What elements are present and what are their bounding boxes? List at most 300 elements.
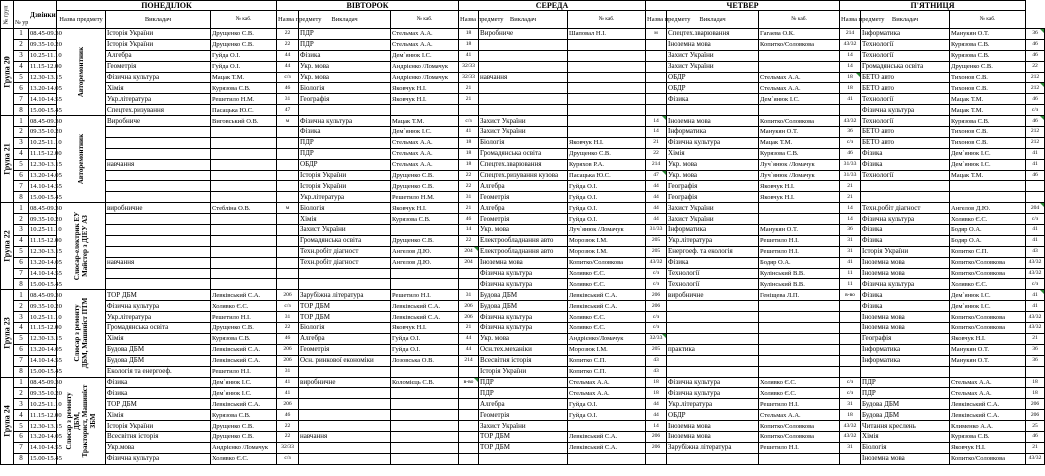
- day-header: ЧЕТВЕР: [646, 1, 840, 11]
- lesson-number: 3: [14, 312, 29, 323]
- lesson-room: 44: [646, 181, 667, 192]
- lesson-room: 21: [840, 181, 861, 192]
- lesson-room: 43/32: [1026, 268, 1045, 279]
- lesson-room: [277, 181, 299, 192]
- lesson-room: 206: [1026, 399, 1045, 410]
- lesson-teacher: Дем`янюк І.С.: [391, 127, 459, 138]
- lesson-subject: [299, 421, 391, 432]
- lesson-time: 15.00-15.45: [30, 455, 62, 463]
- lesson-room: [840, 453, 861, 464]
- lesson-room: 31: [840, 399, 861, 410]
- lesson-subject: ОБДР: [667, 72, 759, 83]
- lesson-subject: Екологія та енергоеф.: [106, 366, 211, 377]
- lesson-room: 41: [459, 50, 479, 61]
- table-row: [1, 72, 1045, 83]
- lesson-room: [459, 105, 479, 116]
- table-row: [1, 442, 1045, 453]
- lesson-subject: Іноземна мова: [861, 312, 950, 323]
- lesson-room: [840, 366, 861, 377]
- lesson-teacher: Гуйда О.І.: [211, 50, 277, 61]
- lesson-room: 44: [646, 214, 667, 225]
- lesson-teacher: Друщенко С.В.: [211, 421, 277, 432]
- lesson-number: 2: [14, 388, 29, 399]
- table-row: [1, 301, 1045, 312]
- lesson-teacher: [759, 333, 840, 344]
- lesson-room: 43: [1026, 246, 1045, 257]
- table-row: [1, 355, 1045, 366]
- lesson-subject: виробничне: [106, 203, 211, 214]
- comment-marker-icon: [474, 378, 478, 382]
- lesson-teacher: [759, 203, 840, 214]
- lesson-teacher: [568, 116, 646, 127]
- lesson-subject: Будова ДБМ: [861, 410, 950, 421]
- lesson-subject: Фізична культура: [861, 214, 950, 225]
- comment-marker-icon: [474, 247, 478, 251]
- lesson-subject: Техн.робіт діагност: [299, 257, 391, 268]
- lesson-room: 31: [840, 235, 861, 246]
- lesson-teacher: Ангелов Д.Ю.: [391, 257, 459, 268]
- lesson-room: 206: [646, 301, 667, 312]
- lesson-teacher: Манукян О.Т.: [759, 127, 840, 138]
- lesson-room: 43/32: [840, 421, 861, 432]
- lesson-number: 6: [14, 170, 29, 181]
- lesson-room: 44: [646, 203, 667, 214]
- lesson-room: 14: [646, 421, 667, 432]
- lesson-room: [840, 355, 861, 366]
- lesson-room: [459, 399, 479, 410]
- lesson-subject: Технології: [861, 50, 950, 61]
- lesson-subject: Історія України: [299, 181, 391, 192]
- lesson-teacher: [391, 442, 459, 453]
- lesson-subject: [861, 366, 950, 377]
- lesson-room: 205: [646, 344, 667, 355]
- col-header-room: № каб.: [568, 11, 646, 29]
- lesson-subject: ТОР ДБМ: [106, 399, 211, 410]
- table-row: [1, 203, 1045, 214]
- lesson-teacher: [211, 279, 277, 290]
- lesson-room: 46: [1026, 50, 1045, 61]
- lesson-teacher: Левківський С.А.: [211, 290, 277, 301]
- lesson-room: 46: [1026, 94, 1045, 105]
- lesson-subject: Геометрія: [299, 344, 391, 355]
- lesson-subject: Всесвітня історія: [479, 355, 568, 366]
- lesson-subject: [667, 366, 759, 377]
- lesson-room: 18: [459, 39, 479, 50]
- lesson-subject: Громадянська освіта: [479, 148, 568, 159]
- lesson-room: [646, 61, 667, 72]
- lesson-number: 4: [14, 323, 29, 334]
- lesson-subject: [106, 225, 211, 236]
- lesson-teacher: Друщенко С.В.: [950, 61, 1026, 72]
- lesson-room: 31: [277, 366, 299, 377]
- lesson-teacher: Дем`янюк І.С.: [211, 377, 277, 388]
- lesson-subject: Фізична культура: [479, 323, 568, 334]
- lesson-room: 206: [646, 290, 667, 301]
- lesson-subject: Інформатика: [861, 355, 950, 366]
- lesson-teacher: Стельмах А.А.: [391, 159, 459, 170]
- lesson-room: [277, 170, 299, 181]
- lesson-teacher: Кулінський В.В.: [759, 268, 840, 279]
- lesson-teacher: Левківський С.А.: [211, 399, 277, 410]
- group-label: Група 20: [1, 29, 14, 116]
- col-header-teacher: Викладач: [106, 11, 211, 29]
- lesson-teacher: Дем`янюк І.С.: [950, 159, 1026, 170]
- lesson-subject: навчання: [106, 159, 211, 170]
- lesson-subject: [667, 105, 759, 116]
- lesson-time: 08.45-09.30: [30, 204, 62, 212]
- table-row: [1, 279, 1045, 290]
- lesson-room: 46: [1026, 431, 1045, 442]
- lesson-teacher: Холявко Є.С.: [211, 301, 277, 312]
- lesson-room: [840, 105, 861, 116]
- lesson-teacher: Мацак Т.М.: [759, 137, 840, 148]
- col-header-subject: Назва предмету: [646, 11, 667, 29]
- lesson-teacher: Решетило Н.І.: [391, 290, 459, 301]
- table-row: [1, 170, 1045, 181]
- lesson-time: 12.30-13.15: [30, 74, 62, 81]
- lesson-room: 43/32: [1026, 257, 1045, 268]
- lesson-time: 10.25-11.10: [30, 226, 62, 234]
- specialty-line: Авторемонтник: [77, 134, 85, 185]
- lesson-teacher: Друщенко С.В.: [391, 235, 459, 246]
- lesson-number: 5: [14, 333, 29, 344]
- lesson-room: 212: [1026, 83, 1045, 94]
- lesson-subject: Захист України: [667, 50, 759, 61]
- lesson-number: 3: [14, 399, 29, 410]
- lesson-teacher: Куряхов Р.А.: [568, 159, 646, 170]
- lesson-time: 15.00-15.45: [30, 193, 62, 201]
- col-header-teacher: Викладач: [479, 11, 568, 29]
- lesson-subject: ПДР: [479, 377, 568, 388]
- lesson-subject: Фізика: [667, 257, 759, 268]
- lesson-teacher: Андрієнко /Ломачук: [391, 61, 459, 72]
- lesson-teacher: Морозюк І.М.: [568, 246, 646, 257]
- lesson-room: 22: [459, 181, 479, 192]
- lesson-room: 214: [646, 159, 667, 170]
- lesson-number: 8: [14, 105, 29, 116]
- lesson-subject: [861, 192, 950, 203]
- table-row: [1, 83, 1045, 94]
- lesson-subject: Техн.робіт діагност: [299, 246, 391, 257]
- lesson-room: 18: [840, 83, 861, 94]
- lesson-time: 13.20-14.05: [30, 259, 62, 267]
- lesson-teacher: Холявко Є.С.: [211, 453, 277, 464]
- specialty-line: Слюсар-електрик ЕУ: [73, 212, 81, 281]
- lesson-subject: [479, 453, 568, 464]
- lesson-subject: Географія: [861, 333, 950, 344]
- lesson-subject: Іноземна мова: [667, 39, 759, 50]
- table-row: [1, 235, 1045, 246]
- table-row: [1, 225, 1045, 236]
- lesson-number: 2: [14, 39, 29, 50]
- lesson-room: 204: [1026, 203, 1045, 214]
- lesson-teacher: [391, 225, 459, 236]
- lesson-subject: Захист України: [667, 203, 759, 214]
- lesson-room: 206: [277, 355, 299, 366]
- lesson-subject: Історія України: [861, 246, 950, 257]
- lesson-room: [840, 312, 861, 323]
- lesson-subject: [479, 83, 568, 94]
- lesson-room: 46: [277, 333, 299, 344]
- lesson-subject: Біологія: [299, 323, 391, 334]
- lesson-number: 8: [14, 192, 29, 203]
- lesson-room: [459, 268, 479, 279]
- lesson-teacher: Яковчук Н.І.: [391, 203, 459, 214]
- lesson-teacher: Гуйда О.І.: [568, 181, 646, 192]
- lesson-teacher: Копитко/Соловкова: [759, 39, 840, 50]
- lesson-teacher: Яковчук Н.І.: [391, 83, 459, 94]
- lesson-teacher: [568, 83, 646, 94]
- lesson-teacher: Стебліна О.В.: [211, 203, 277, 214]
- lesson-teacher: Луч`янюк /Ломачук: [759, 170, 840, 181]
- lesson-time: 09.35-10.20: [30, 128, 62, 136]
- lesson-room: [646, 50, 667, 61]
- lesson-room: [459, 453, 479, 464]
- lesson-teacher: [391, 279, 459, 290]
- lesson-subject: Укр.література: [667, 235, 759, 246]
- lesson-room: с/з: [277, 301, 299, 312]
- lesson-room: 44: [646, 192, 667, 203]
- lesson-room: 31/33: [840, 159, 861, 170]
- comment-marker-icon: [662, 334, 666, 338]
- lesson-subject: Спецтех.зварювання: [479, 159, 568, 170]
- lesson-teacher: Лозовська О.В.: [391, 355, 459, 366]
- lesson-room: 46: [1026, 170, 1045, 181]
- lesson-subject: Технології: [861, 39, 950, 50]
- lesson-subject: ТОР ДБМ: [479, 442, 568, 453]
- col-header-room: № каб.: [211, 11, 277, 29]
- lesson-time: 08.45-09.30: [30, 291, 62, 299]
- lesson-subject: Фізична культура: [479, 268, 568, 279]
- lesson-teacher: Морозюк І.М.: [568, 235, 646, 246]
- lesson-room: м: [646, 29, 667, 40]
- lesson-subject: навчання: [299, 431, 391, 442]
- lesson-teacher: Гуйда О.І.: [391, 333, 459, 344]
- lesson-room: 36: [840, 225, 861, 236]
- lesson-teacher: Пасацька Ю.С.: [568, 170, 646, 181]
- table-row: [1, 431, 1045, 442]
- lesson-time: 15.00-15.45: [30, 106, 62, 114]
- lesson-teacher: Мацак Т.М.: [950, 94, 1026, 105]
- group-col-header: № груп: [1, 1, 14, 29]
- lesson-number: 6: [14, 431, 29, 442]
- lesson-subject: Біологія: [299, 203, 391, 214]
- lesson-room: 14: [646, 127, 667, 138]
- specialty-line: ДБМ,: [73, 411, 81, 430]
- lesson-room: 21: [459, 83, 479, 94]
- lesson-room: 18: [459, 148, 479, 159]
- lesson-subject: Іноземна мова: [479, 257, 568, 268]
- lesson-room: 18: [840, 72, 861, 83]
- lesson-subject: [479, 39, 568, 50]
- lesson-subject: Технології: [861, 170, 950, 181]
- lesson-teacher: Друщенко С.В.: [568, 148, 646, 159]
- lesson-teacher: [568, 50, 646, 61]
- lesson-number: 2: [14, 127, 29, 138]
- lesson-teacher: Луч`янюк /Ломачук: [568, 225, 646, 236]
- lesson-subject: ТОР ДБМ: [299, 312, 391, 323]
- lesson-room: 22: [277, 421, 299, 432]
- lesson-number: 7: [14, 94, 29, 105]
- lesson-teacher: [568, 94, 646, 105]
- lesson-teacher: Дем`янюк І.С.: [950, 148, 1026, 159]
- lesson-time-header: № ур Дзвінки: [14, 1, 57, 29]
- lesson-room: 31: [459, 290, 479, 301]
- lesson-subject: виробничне: [667, 290, 759, 301]
- lesson-subject: Укр.література: [106, 94, 211, 105]
- lesson-time: 09.35-10.20: [30, 41, 62, 49]
- lesson-number: 5: [14, 421, 29, 432]
- lesson-room: 14: [840, 50, 861, 61]
- lesson-room: 18: [646, 377, 667, 388]
- lesson-teacher: Холявко Є.С.: [950, 279, 1026, 290]
- lesson-room: 18: [1026, 377, 1045, 388]
- lesson-teacher: [950, 366, 1026, 377]
- lesson-number: 6: [14, 344, 29, 355]
- lesson-subject: Фізична культура: [299, 116, 391, 127]
- lesson-room: 212: [1026, 137, 1045, 148]
- lesson-teacher: Копитко С.П.: [568, 355, 646, 366]
- lesson-time: 12.30-13.15: [30, 422, 62, 430]
- lesson-time: 09.35-10.20: [30, 302, 62, 310]
- lesson-teacher: Андрієнко/Ломачук: [568, 333, 646, 344]
- lesson-number: 4: [14, 61, 29, 72]
- lesson-subject: [106, 170, 211, 181]
- lesson-room: [840, 323, 861, 334]
- lesson-teacher: Дем`янюк І.С.: [391, 50, 459, 61]
- lesson-room: 11: [840, 268, 861, 279]
- lesson-teacher: Андрієнко /Ломачук: [391, 72, 459, 83]
- lesson-room: 21: [840, 192, 861, 203]
- lesson-time: 14.10-14.55: [30, 95, 62, 103]
- lesson-subject: [667, 323, 759, 334]
- lesson-teacher: Шаповал Н.І.: [568, 29, 646, 40]
- group-label: Група 23: [1, 290, 14, 377]
- lesson-room: 14: [840, 214, 861, 225]
- lesson-subject: Фізика: [861, 159, 950, 170]
- lesson-teacher: [568, 421, 646, 432]
- lesson-room: 44: [459, 344, 479, 355]
- table-row: [1, 159, 1045, 170]
- col-header-room: № каб.: [759, 11, 840, 29]
- lesson-subject: БЕТО авто: [861, 137, 950, 148]
- lesson-subject: [106, 137, 211, 148]
- col-header-teacher: Викладач: [667, 11, 759, 29]
- lesson-subject: Електрообладнання авто: [479, 235, 568, 246]
- lesson-room: [277, 257, 299, 268]
- lesson-subject: Фізика: [299, 50, 391, 61]
- table-row: [1, 388, 1045, 399]
- lesson-teacher: Яковчук Н.І.: [950, 442, 1026, 453]
- table-row: [1, 323, 1045, 334]
- table-row: [1, 181, 1045, 192]
- lesson-teacher: Курязова С.В.: [950, 116, 1026, 127]
- lesson-subject: Енергоеф. та екологія: [667, 246, 759, 257]
- lesson-time: 08.45-09.30: [30, 117, 62, 125]
- lesson-subject: Іноземна мова: [861, 268, 950, 279]
- table-row: [1, 137, 1045, 148]
- table-row: [1, 377, 1045, 388]
- lesson-number: 5: [14, 159, 29, 170]
- col-header-subject: Назва предмету: [57, 11, 106, 29]
- lesson-room: [840, 344, 861, 355]
- lesson-time: 15.00-15.45: [30, 368, 62, 376]
- lesson-teacher: Левківський С.А.: [568, 442, 646, 453]
- lesson-teacher: Левківський С.А.: [211, 344, 277, 355]
- lesson-teacher: [391, 410, 459, 421]
- lesson-room: 47: [646, 170, 667, 181]
- table-row: [1, 399, 1045, 410]
- lesson-room: [277, 159, 299, 170]
- lesson-subject: Укр. мова: [299, 72, 391, 83]
- lesson-number: 5: [14, 72, 29, 83]
- comment-marker-icon: [1040, 83, 1044, 87]
- table-row: [1, 214, 1045, 225]
- lesson-teacher: Кулінський В.В.: [759, 279, 840, 290]
- lesson-room: с/з: [840, 388, 861, 399]
- lesson-subject: Укр.література: [667, 399, 759, 410]
- lesson-teacher: [211, 127, 277, 138]
- lesson-room: 43/32: [1026, 312, 1045, 323]
- lesson-subject: Укр. мова: [299, 61, 391, 72]
- lesson-teacher: [568, 105, 646, 116]
- table-row: [1, 268, 1045, 279]
- lesson-subject: Осн.тех.механіки: [479, 344, 568, 355]
- lesson-subject: Захист України: [479, 421, 568, 432]
- lesson-room: 22: [277, 29, 299, 40]
- lesson-subject: ПДР: [299, 137, 391, 148]
- lesson-room: 18: [1026, 388, 1045, 399]
- group-specialty: [57, 290, 106, 377]
- col-header-teacher: Викладач: [861, 11, 950, 29]
- lesson-room: 206: [277, 344, 299, 355]
- lesson-subject: Техн.робіт діагност: [861, 203, 950, 214]
- lesson-room: 41: [1026, 148, 1045, 159]
- table-row: [1, 61, 1045, 72]
- lesson-teacher: Бодяр О.А.: [950, 225, 1026, 236]
- lesson-room: 22: [459, 170, 479, 181]
- lesson-room: 43/32: [646, 257, 667, 268]
- lesson-room: [277, 127, 299, 138]
- lesson-number: 1: [14, 116, 29, 127]
- lesson-subject: БЕТО авто: [861, 127, 950, 138]
- lesson-teacher: [211, 257, 277, 268]
- lesson-subject: Іноземна мова: [667, 431, 759, 442]
- table-row: [1, 127, 1045, 138]
- lesson-teacher: [759, 61, 840, 72]
- lesson-subject: Геометрія: [106, 61, 211, 72]
- lesson-room: 18: [459, 29, 479, 40]
- lesson-room: [459, 279, 479, 290]
- lesson-teacher: Курязова С.В.: [211, 333, 277, 344]
- lesson-room: 31: [840, 442, 861, 453]
- lesson-teacher: Гуйда О.І.: [568, 399, 646, 410]
- lesson-teacher: Гуйда О.І.: [568, 410, 646, 421]
- lesson-subject: ОБДР: [667, 410, 759, 421]
- lesson-room: 41: [1026, 159, 1045, 170]
- lesson-room: 41: [1026, 301, 1045, 312]
- lesson-teacher: Решетило Н.І.: [759, 235, 840, 246]
- lesson-subject: Біологія: [299, 83, 391, 94]
- lesson-subject: Географія: [667, 192, 759, 203]
- lesson-teacher: Стельмах А.А.: [950, 377, 1026, 388]
- lesson-subject: Іноземна мова: [667, 421, 759, 432]
- lesson-teacher: Решетило Н.І.: [759, 442, 840, 453]
- lesson-teacher: Друщенко С.В.: [211, 29, 277, 40]
- comment-marker-icon: [662, 116, 666, 120]
- lesson-room: 41: [459, 127, 479, 138]
- lesson-teacher: [211, 137, 277, 148]
